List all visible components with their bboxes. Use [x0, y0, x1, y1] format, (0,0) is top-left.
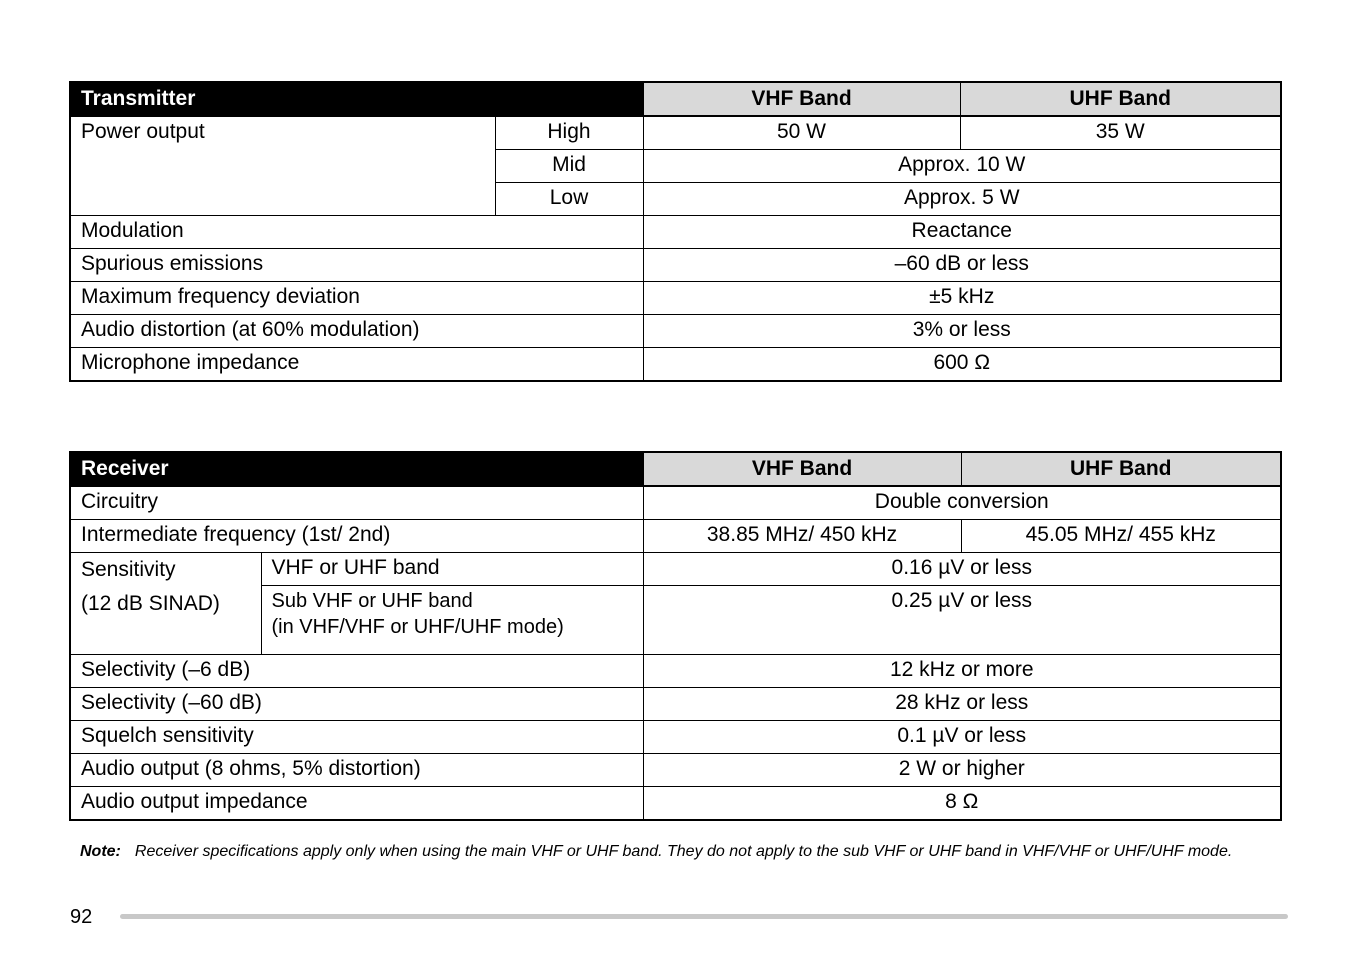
- receiver-title: Receiver: [70, 452, 643, 486]
- transmitter-header-row: [70, 82, 1281, 116]
- sensitivity-sub-label-line1: Sub VHF or UHF band: [271, 590, 473, 612]
- receiver-uhf-header: UHF Band: [961, 452, 1281, 486]
- table-row: [70, 655, 1281, 688]
- spec-value: 28 kHz or less: [643, 688, 1281, 721]
- sensitivity-label-line1: Sensitivity: [81, 558, 176, 581]
- spec-label: Spurious emissions: [70, 249, 643, 282]
- sensitivity-label-line2: (12 dB SINAD): [81, 592, 220, 615]
- power-output-high-row: [70, 116, 1281, 150]
- spec-label: Selectivity (–6 dB): [70, 655, 643, 688]
- circuitry-label: Circuitry: [70, 486, 643, 520]
- table-row: [70, 348, 1281, 382]
- power-mid-label: Mid: [495, 150, 643, 183]
- sensitivity-sub-label-line2: (in VHF/VHF or UHF/UHF mode): [271, 616, 564, 638]
- transmitter-title: Transmitter: [70, 82, 643, 116]
- table-row: [70, 754, 1281, 787]
- power-high-vhf: 50 W: [643, 116, 960, 150]
- receiver-table: [69, 451, 1282, 821]
- sensitivity-sub-value: 0.25 µV or less: [643, 586, 1281, 655]
- table-row: [70, 688, 1281, 721]
- spec-label: Audio distortion (at 60% modulation): [70, 315, 643, 348]
- receiver-note: [80, 842, 1260, 861]
- page-number: 92: [70, 906, 93, 928]
- circuitry-row: [70, 486, 1281, 520]
- table-row: [70, 315, 1281, 348]
- power-mid-value: Approx. 10 W: [643, 150, 1281, 183]
- sensitivity-main-value: 0.16 µV or less: [643, 553, 1281, 586]
- power-high-uhf: 35 W: [960, 116, 1281, 150]
- power-output-label: Power output: [70, 116, 495, 216]
- spec-value: 600 Ω: [643, 348, 1281, 382]
- transmitter-uhf-header: UHF Band: [960, 82, 1281, 116]
- sensitivity-label: [70, 553, 261, 655]
- spec-label: Audio output impedance: [70, 787, 643, 821]
- intermediate-frequency-row: [70, 520, 1281, 553]
- receiver-header-row: [70, 452, 1281, 486]
- spec-label: Audio output (8 ohms, 5% distortion): [70, 754, 643, 787]
- sensitivity-main-label: VHF or UHF band: [261, 553, 643, 586]
- spec-value: 3% or less: [643, 315, 1281, 348]
- transmitter-table: [69, 81, 1282, 382]
- intermediate-frequency-vhf: 38.85 MHz/ 450 kHz: [643, 520, 961, 553]
- spec-value: Reactance: [643, 216, 1281, 249]
- power-low-value: Approx. 5 W: [643, 183, 1281, 216]
- circuitry-value: Double conversion: [643, 486, 1281, 520]
- power-low-label: Low: [495, 183, 643, 216]
- spec-label: Modulation: [70, 216, 643, 249]
- transmitter-vhf-header: VHF Band: [643, 82, 960, 116]
- table-row: [70, 721, 1281, 754]
- intermediate-frequency-uhf: 45.05 MHz/ 455 kHz: [961, 520, 1281, 553]
- spec-label: Squelch sensitivity: [70, 721, 643, 754]
- spec-value: 8 Ω: [643, 787, 1281, 821]
- receiver-vhf-header: VHF Band: [643, 452, 961, 486]
- spec-value: –60 dB or less: [643, 249, 1281, 282]
- spec-value: 12 kHz or more: [643, 655, 1281, 688]
- sensitivity-main-row: [70, 553, 1281, 586]
- spec-label: Selectivity (–60 dB): [70, 688, 643, 721]
- power-high-label: High: [495, 116, 643, 150]
- spec-label: Microphone impedance: [70, 348, 643, 382]
- spec-label: Maximum frequency deviation: [70, 282, 643, 315]
- spec-value: 0.1 µV or less: [643, 721, 1281, 754]
- table-row: [70, 216, 1281, 249]
- table-row: [70, 787, 1281, 821]
- note-label: Note:: [80, 843, 121, 860]
- sensitivity-sub-label: [261, 586, 643, 655]
- spec-value: 2 W or higher: [643, 754, 1281, 787]
- spec-value: ±5 kHz: [643, 282, 1281, 315]
- table-row: [70, 282, 1281, 315]
- table-row: [70, 249, 1281, 282]
- note-text: Receiver specifications apply only when using the main VHF or UHF band. They do not apply to the sub VHF or UHF band in VHF/VHF or UHF/UHF mode.: [134, 843, 1233, 860]
- intermediate-frequency-label: Intermediate frequency (1st/ 2nd): [70, 520, 643, 553]
- footer-divider: [120, 914, 1288, 919]
